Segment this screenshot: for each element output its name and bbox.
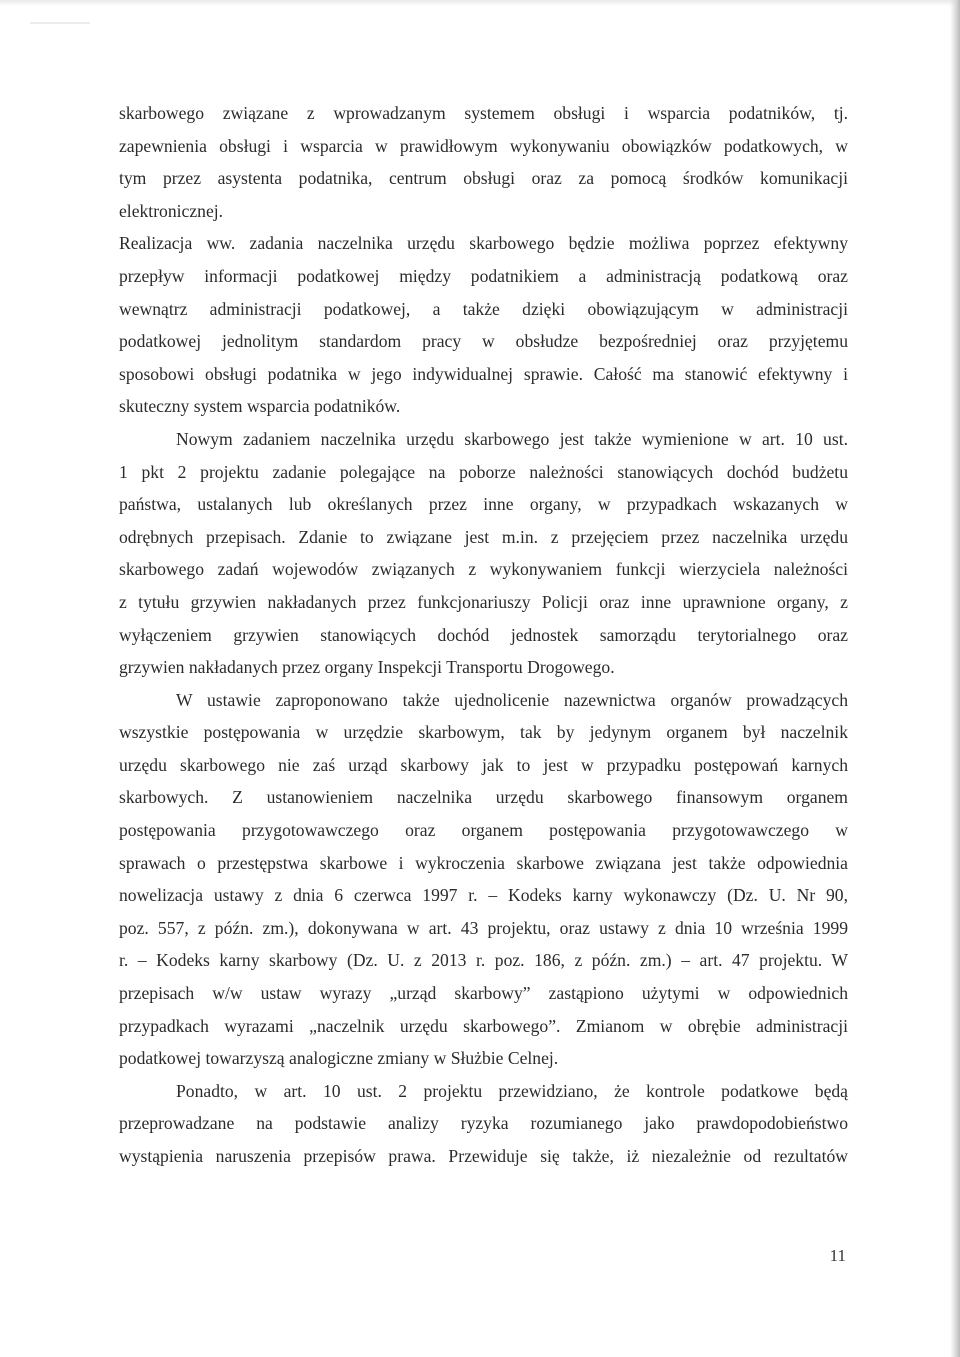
text-line: elektronicznej. <box>119 200 224 221</box>
text-line: poz. 557, z późn. zm.), dokonywana w art. 43 projektu, oraz ustawy z dnia 10 września 1999 <box>119 917 848 938</box>
text-line: postępowania przygotowawczego oraz organem postępowania przygotowawczego w <box>119 820 848 841</box>
text-line: skarbowych. Z ustanowieniem naczelnika urzędu skarbowego finansowym organem <box>119 787 848 808</box>
body-text <box>119 97 848 1173</box>
text-line: wewnątrz administracji podatkowej, a także dzięki obowiązującym w administracji <box>119 298 848 319</box>
text-line: Ponadto, w art. 10 ust. 2 projektu przewidziano, że kontrole podatkowe będą <box>176 1080 848 1101</box>
text-line: przepisach w/w ustaw wyrazy „urząd skarbowy” zastąpiono użytymi w odpowiednich <box>119 983 848 1004</box>
text-line: wystąpienia naruszenia przepisów prawa. Przewiduje się także, iż niezależnie od rezultatów <box>119 1146 848 1166</box>
text-line: Nowym zadaniem naczelnika urzędu skarbowego jest także wymienione w art. 10 ust. <box>176 428 848 449</box>
text-line: grzywien nakładanych przez organy Inspekcji Transportu Drogowego. <box>119 657 615 678</box>
text-line: państwa, ustalanych lub określanych przez inne organy, w przypadkach wskazanych w <box>119 494 848 515</box>
text-line: urzędu skarbowego nie zaś urząd skarbowy jak to jest w przypadku postępowań karnych <box>119 754 848 775</box>
text-line: W ustawie zaproponowano także ujednolicenie nazewnictwa organów prowadzących <box>176 689 848 710</box>
text-line: przepływ informacji podatkowej między podatnikiem a administracją podatkową oraz <box>119 265 848 286</box>
text-line: przypadkach wyrazami „naczelnik urzędu skarbowego”. Zmianom w obrębie administracji <box>119 1015 848 1036</box>
text-line: sprawach o przestępstwa skarbowe i wykroczenia skarbowe związana jest także odpowiednia <box>119 852 848 873</box>
text-line: podatkowej jednolitym standardom pracy w obsłudze bezpośredniej oraz przyjętemu <box>119 331 848 352</box>
text-line: Realizacja ww. zadania naczelnika urzędu skarbowego będzie możliwa poprzez efektywny <box>119 233 848 254</box>
text-line: podatkowej towarzyszą analogiczne zmiany w Służbie Celnej. <box>119 1048 559 1069</box>
text-line: wszystkie postępowania w urzędzie skarbowym, tak by jedynym organem był naczelnik <box>119 722 848 743</box>
text-line: przeprowadzane na podstawie analizy ryzyka rozumianego jako prawdopodobieństwo <box>119 1113 848 1134</box>
text-line: nowelizacja ustawy z dnia 6 czerwca 1997 r. – Kodeks karny wykonawczy (Dz. U. Nr 90, <box>119 885 848 906</box>
text-line: odrębnych przepisach. Zdanie to związane jest m.in. z przejęciem przez naczelnika urzędu <box>119 526 848 547</box>
text-line: 1 pkt 2 projektu zadanie polegające na poborze należności stanowiących dochód budżetu <box>119 461 848 482</box>
text-line: skarbowego zadań wojewodów związanych z wykonywaniem funkcji wierzyciela należności <box>119 559 848 580</box>
page-number: 11 <box>829 1246 846 1265</box>
text-line: skarbowego związane z wprowadzanym systemem obsługi i wsparcia podatników, tj. <box>119 103 848 123</box>
text-line: r. – Kodeks karny skarbowy (Dz. U. z 2013 r. poz. 186, z późn. zm.) – art. 47 projektu. W <box>119 950 848 971</box>
scan-shadow-top <box>0 0 960 6</box>
scan-shadow-right <box>950 0 960 1357</box>
text-line: zapewnienia obsługi i wsparcia w prawidłowym wykonywaniu obowiązków podatkowych, w <box>119 135 848 156</box>
text-line: wyłączeniem grzywien stanowiących dochód jednostek samorządu terytorialnego oraz <box>119 624 848 645</box>
text-line: z tytułu grzywien nakładanych przez funkcjonariuszy Policji oraz inne uprawnione organy, z <box>119 591 848 612</box>
text-line: skuteczny system wsparcia podatników. <box>119 396 401 417</box>
scan-mark <box>30 22 90 24</box>
text-line: tym przez asystenta podatnika, centrum obsługi oraz za pomocą środków komunikacji <box>119 168 848 189</box>
text-line: sposobowi obsługi podatnika w jego indywidualnej sprawie. Całość ma stanowić efektywny i <box>119 363 848 384</box>
